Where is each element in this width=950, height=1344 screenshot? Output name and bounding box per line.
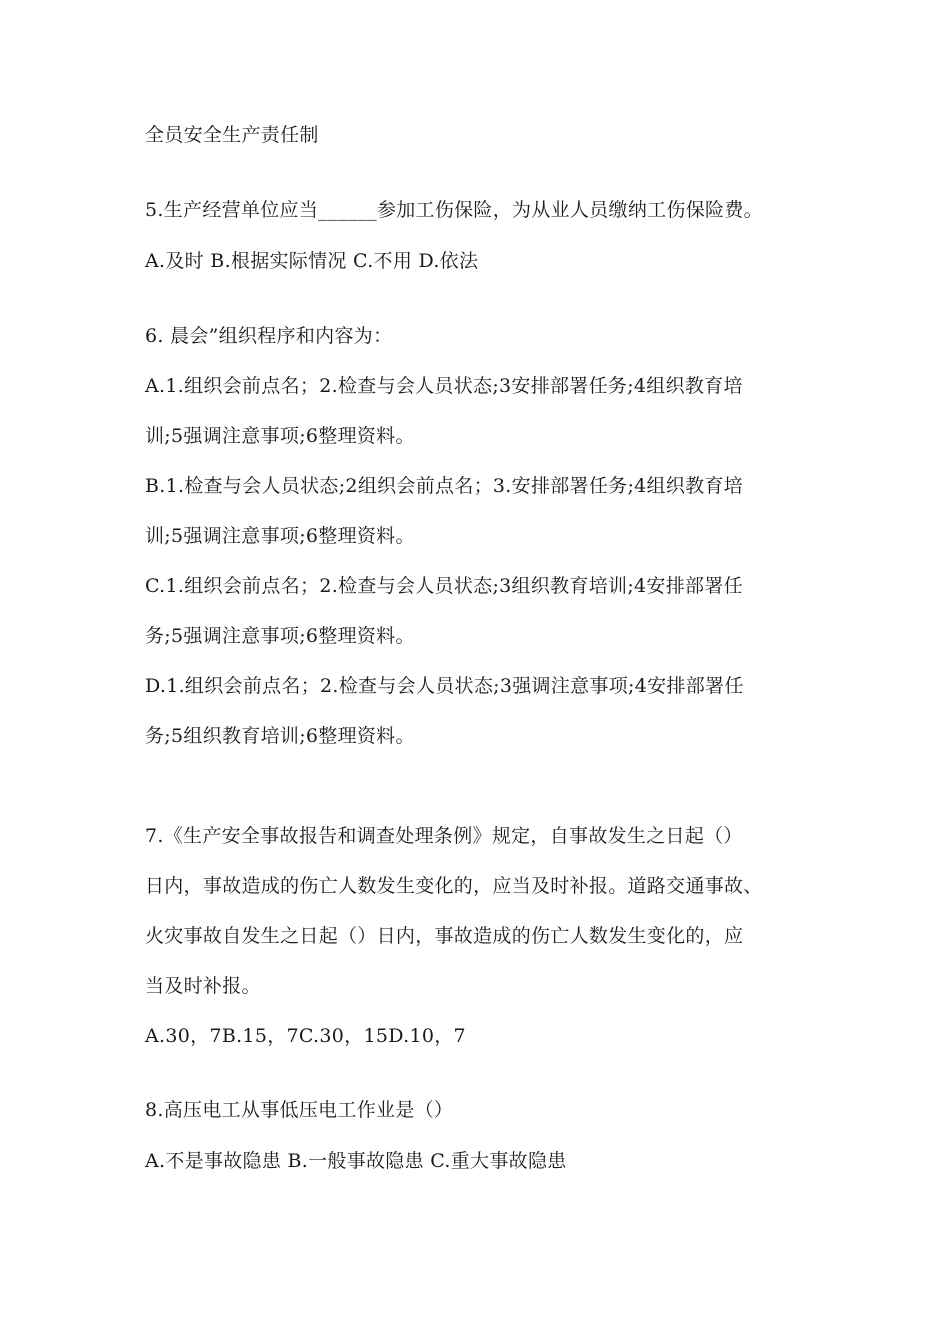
question-6-option-a: A.1.组织会前点名；2.检查与会人员状态;3安排部署任务;4组织教育培 (145, 375, 743, 397)
question-5: 5.生产经营单位应当______参加工伤保险，为从业人员缴纳工伤保险费。 (145, 199, 763, 221)
question-5-options: A.及时 B.根据实际情况 C.不用 D.依法 (145, 250, 479, 272)
question-6-option-d: D.1.组织会前点名；2.检查与会人员状态;3强调注意事项;4安排部署任 (145, 675, 744, 697)
question-7-options: A.30，7B.15，7C.30，15D.10，7 (145, 1025, 466, 1047)
question-6-option-a-cont: 训;5强调注意事项;6整理资料。 (145, 425, 415, 447)
question-8: 8.高压电工从事低压电工作业是（） (145, 1099, 454, 1121)
question-6-option-c-cont: 务;5强调注意事项;6整理资料。 (145, 625, 415, 647)
question-7-cont-1: 日内，事故造成的伤亡人数发生变化的，应当及时补报。道路交通事故、 (145, 875, 763, 897)
question-6: 6. 晨会”组织程序和内容为： (145, 325, 393, 347)
question-8-options: A.不是事故隐患 B.一般事故隐患 C.重大事故隐患 (145, 1150, 567, 1172)
section-heading: 全员安全生产责任制 (145, 124, 319, 146)
question-6-option-b-cont: 训;5强调注意事项;6整理资料。 (145, 525, 415, 547)
question-7-cont-2: 火灾事故自发生之日起（）日内，事故造成的伤亡人数发生变化的，应 (145, 925, 744, 947)
question-7-cont-3: 当及时补报。 (145, 975, 261, 997)
question-6-option-d-cont: 务;5组织教育培训;6整理资料。 (145, 725, 415, 747)
question-6-option-b: B.1.检查与会人员状态;2组织会前点名；3.安排部署任务;4组织教育培 (145, 475, 744, 497)
question-6-option-c: C.1.组织会前点名；2.检查与会人员状态;3组织教育培训;4安排部署任 (145, 575, 743, 597)
question-7: 7.《生产安全事故报告和调查处理条例》规定，自事故发生之日起（） (145, 825, 743, 847)
